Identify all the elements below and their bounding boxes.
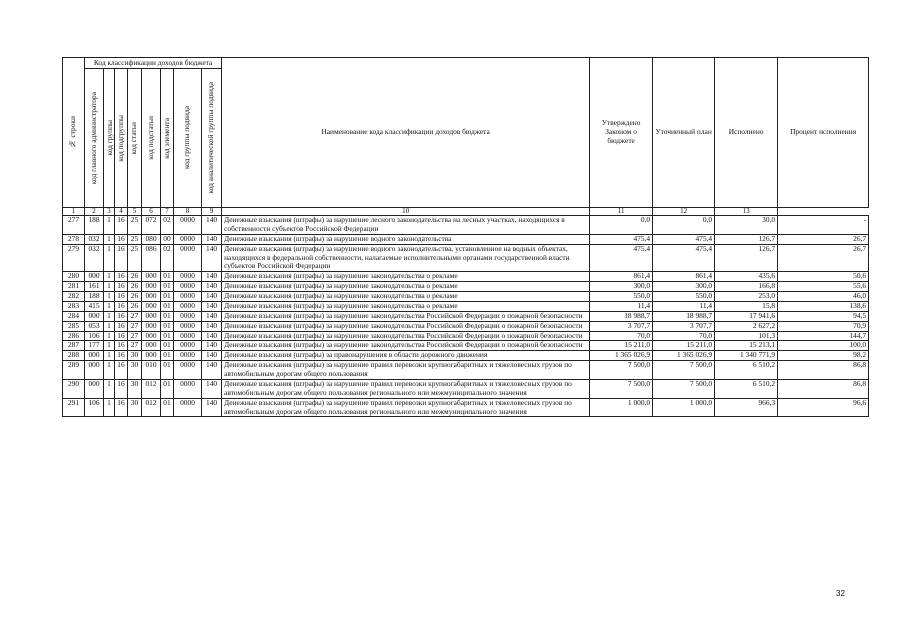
- row-number: 280: [63, 272, 85, 282]
- col-number: 10: [222, 208, 590, 216]
- name-cell: Денежные взыскания (штрафы) за нарушение правил перевозки крупногабаритных и тяжеловесных грузов по автомобильным дорогам общего пользования регионального или межмуниципального значения: [222, 398, 590, 417]
- executed-cell: 101,3: [715, 331, 778, 341]
- approved-cell: 0,0: [590, 216, 653, 235]
- table-row: [63, 292, 869, 302]
- code-group-cell: 1: [104, 272, 115, 282]
- approved-cell: 18 988,7: [590, 311, 653, 321]
- refined-cell: 475,4: [653, 234, 715, 244]
- code-subgroup-cell: 16: [115, 331, 128, 341]
- row-number: 283: [63, 301, 85, 311]
- refined-cell: 7 500,0: [653, 361, 715, 380]
- approved-cell: 475,4: [590, 234, 653, 244]
- col-number: 3: [104, 208, 115, 216]
- percent-cell: 138,6: [778, 301, 869, 311]
- code-analytic-cell: 140: [202, 361, 222, 380]
- code-admin-cell: 000: [85, 311, 104, 321]
- code-element-cell: 01: [161, 341, 174, 351]
- table-row: [63, 272, 869, 282]
- approved-cell: 300,0: [590, 282, 653, 292]
- executed-cell: 2 627,2: [715, 321, 778, 331]
- code-subgroup-cell: 16: [115, 216, 128, 235]
- code-subgroup-cell: 16: [115, 272, 128, 282]
- executed-cell: 126,7: [715, 234, 778, 244]
- approved-cell: 7 500,0: [590, 361, 653, 380]
- code-subtype-cell: 0000: [174, 272, 202, 282]
- col-number: 4: [115, 208, 128, 216]
- col-number: 8: [174, 208, 202, 216]
- executed-cell: 17 941,6: [715, 311, 778, 321]
- col-number: 12: [653, 208, 715, 216]
- column-number-row: [63, 208, 869, 216]
- col-number: 7: [161, 208, 174, 216]
- col-number: 9: [202, 208, 222, 216]
- table-row: [63, 216, 869, 235]
- code-article-cell: 26: [128, 292, 142, 302]
- code-subarticle-cell: 000: [142, 292, 161, 302]
- code-subarticle-cell: 000: [142, 321, 161, 331]
- name-cell: Денежные взыскания (штрафы) за нарушение правил перевозки крупногабаритных и тяжеловесных грузов по автомобильным дорогам общего пользования: [222, 361, 590, 380]
- refined-cell: 550,0: [653, 292, 715, 302]
- refined-cell: 11,4: [653, 301, 715, 311]
- code-admin-cell: 032: [85, 244, 104, 272]
- code-group-cell: 1: [104, 398, 115, 417]
- code-admin-cell: 032: [85, 234, 104, 244]
- code-subarticle-cell: 000: [142, 341, 161, 351]
- header-name: Наименование кода классификации доходов бюджета: [222, 58, 590, 208]
- code-analytic-cell: 140: [202, 292, 222, 302]
- percent-cell: 86,8: [778, 379, 869, 398]
- percent-cell: 70,9: [778, 321, 869, 331]
- name-cell: Денежные взыскания (штрафы) за правонарушения в области дорожного движения: [222, 351, 590, 361]
- executed-cell: 6 510,2: [715, 361, 778, 380]
- refined-cell: 70,0: [653, 331, 715, 341]
- code-admin-cell: 161: [85, 282, 104, 292]
- name-cell: Денежные взыскания (штрафы) за нарушение законодательства о рекламе: [222, 292, 590, 302]
- code-element-cell: 01: [161, 272, 174, 282]
- percent-cell: 50,6: [778, 272, 869, 282]
- code-subtype-cell: 0000: [174, 331, 202, 341]
- percent-cell: 26,7: [778, 244, 869, 272]
- code-element-cell: 01: [161, 311, 174, 321]
- code-admin-cell: 106: [85, 331, 104, 341]
- name-cell: Денежные взыскания (штрафы) за нарушение законодательства о рекламе: [222, 301, 590, 311]
- page-number: 32: [836, 589, 845, 598]
- code-group-cell: 1: [104, 234, 115, 244]
- row-number: 287: [63, 341, 85, 351]
- code-analytic-cell: 140: [202, 341, 222, 351]
- code-element-cell: 01: [161, 301, 174, 311]
- row-number: 284: [63, 311, 85, 321]
- code-element-cell: 01: [161, 398, 174, 417]
- table-row: [63, 311, 869, 321]
- row-number: 290: [63, 379, 85, 398]
- code-subtype-cell: 0000: [174, 379, 202, 398]
- code-analytic-cell: 140: [202, 351, 222, 361]
- code-subtype-cell: 0000: [174, 321, 202, 331]
- code-subgroup-cell: 16: [115, 361, 128, 380]
- code-admin-cell: 000: [85, 272, 104, 282]
- name-cell: Денежные взыскания (штрафы) за нарушение водного законодательства: [222, 234, 590, 244]
- col-number: 2: [85, 208, 104, 216]
- row-number: 281: [63, 282, 85, 292]
- header-code-analytic-group: код аналитической группы подвида: [202, 69, 222, 208]
- code-subarticle-cell: 080: [142, 234, 161, 244]
- executed-cell: 966,3: [715, 398, 778, 417]
- code-subarticle-cell: 012: [142, 398, 161, 417]
- code-element-cell: 01: [161, 331, 174, 341]
- name-cell: Денежные взыскания (штрафы) за нарушение лесного законодательства на лесных участках, находящихся в собственности субъектов Российской Федерации: [222, 216, 590, 235]
- name-cell: Денежные взыскания (штрафы) за нарушение законодательства Российской Федерации о пожарной безопасности: [222, 321, 590, 331]
- code-article-cell: 30: [128, 398, 142, 417]
- code-subarticle-cell: 072: [142, 216, 161, 235]
- code-subgroup-cell: 16: [115, 301, 128, 311]
- code-subgroup-cell: 16: [115, 311, 128, 321]
- code-subarticle-cell: 000: [142, 301, 161, 311]
- code-subgroup-cell: 16: [115, 398, 128, 417]
- approved-cell: 1 000,0: [590, 398, 653, 417]
- table-row: [63, 282, 869, 292]
- header-row-no: № строки: [63, 58, 85, 208]
- code-group-cell: 1: [104, 311, 115, 321]
- executed-cell: 30,0: [715, 216, 778, 235]
- row-number: 277: [63, 216, 85, 235]
- header-percent: Процент исполнения: [778, 58, 869, 208]
- percent-cell: 86,8: [778, 361, 869, 380]
- executed-cell: 15 213,1: [715, 341, 778, 351]
- percent-cell: 98,2: [778, 351, 869, 361]
- refined-cell: 1 000,0: [653, 398, 715, 417]
- code-admin-cell: 415: [85, 301, 104, 311]
- code-subgroup-cell: 16: [115, 282, 128, 292]
- header-code-group: Код классификации доходов бюджета: [85, 58, 222, 69]
- col-number: 1: [63, 208, 85, 216]
- code-admin-cell: 106: [85, 398, 104, 417]
- code-subgroup-cell: 16: [115, 321, 128, 331]
- code-subtype-cell: 0000: [174, 361, 202, 380]
- code-subgroup-cell: 16: [115, 341, 128, 351]
- refined-cell: 0,0: [653, 216, 715, 235]
- code-element-cell: 01: [161, 321, 174, 331]
- table-row: [63, 301, 869, 311]
- code-subarticle-cell: 000: [142, 282, 161, 292]
- col-number: 11: [590, 208, 653, 216]
- approved-cell: 475,4: [590, 244, 653, 272]
- code-subtype-cell: 0000: [174, 216, 202, 235]
- code-group-cell: 1: [104, 282, 115, 292]
- percent-cell: 26,7: [778, 234, 869, 244]
- code-subtype-cell: 0000: [174, 341, 202, 351]
- row-number: 285: [63, 321, 85, 331]
- table-row: [63, 331, 869, 341]
- table-row: [63, 379, 869, 398]
- code-subtype-cell: 0000: [174, 282, 202, 292]
- code-subtype-cell: 0000: [174, 301, 202, 311]
- code-article-cell: 26: [128, 282, 142, 292]
- code-admin-cell: 053: [85, 321, 104, 331]
- header-code-article: код статьи: [128, 69, 142, 208]
- code-admin-cell: 188: [85, 216, 104, 235]
- code-article-cell: 25: [128, 234, 142, 244]
- table-row: [63, 361, 869, 380]
- col-number: 6: [142, 208, 161, 216]
- executed-cell: 15,8: [715, 301, 778, 311]
- code-admin-cell: 000: [85, 379, 104, 398]
- name-cell: Денежные взыскания (штрафы) за нарушение законодательства Российской Федерации о пожарной безопасности: [222, 311, 590, 321]
- table-row: [63, 321, 869, 331]
- row-number: 291: [63, 398, 85, 417]
- code-subarticle-cell: 000: [142, 331, 161, 341]
- code-subtype-cell: 0000: [174, 234, 202, 244]
- row-number: 288: [63, 351, 85, 361]
- percent-cell: -: [778, 216, 869, 235]
- code-subgroup-cell: 16: [115, 292, 128, 302]
- header-code-subarticle: код подстатьи: [142, 69, 161, 208]
- code-group-cell: 1: [104, 361, 115, 380]
- code-article-cell: 27: [128, 321, 142, 331]
- executed-cell: 253,0: [715, 292, 778, 302]
- header-code-subtype-group: код группы подвида: [174, 69, 202, 208]
- code-subtype-cell: 0000: [174, 351, 202, 361]
- percent-cell: 96,6: [778, 398, 869, 417]
- header-code-element: код элемента: [161, 69, 174, 208]
- code-subgroup-cell: 16: [115, 234, 128, 244]
- code-article-cell: 27: [128, 331, 142, 341]
- refined-cell: 7 500,0: [653, 379, 715, 398]
- approved-cell: 3 707,7: [590, 321, 653, 331]
- code-subarticle-cell: 000: [142, 272, 161, 282]
- code-group-cell: 1: [104, 292, 115, 302]
- row-number: 279: [63, 244, 85, 272]
- name-cell: Денежные взыскания (штрафы) за нарушение законодательства Российской Федерации о пожарной безопасности: [222, 341, 590, 351]
- table-row: [63, 244, 869, 272]
- approved-cell: 70,0: [590, 331, 653, 341]
- name-cell: Денежные взыскания (штрафы) за нарушение законодательства о рекламе: [222, 272, 590, 282]
- row-number: 289: [63, 361, 85, 380]
- code-article-cell: 25: [128, 244, 142, 272]
- refined-cell: 1 365 026,9: [653, 351, 715, 361]
- table-row: [63, 234, 869, 244]
- name-cell: Денежные взыскания (штрафы) за нарушение правил перевозки крупногабаритных и тяжеловесных грузов по автомобильным дорогам общего пользования регионального или межмуниципального значения: [222, 379, 590, 398]
- row-number: 282: [63, 292, 85, 302]
- approved-cell: 7 500,0: [590, 379, 653, 398]
- code-subarticle-cell: 010: [142, 361, 161, 380]
- code-group-cell: 1: [104, 216, 115, 235]
- code-group-cell: 1: [104, 341, 115, 351]
- code-article-cell: 30: [128, 361, 142, 380]
- header-code-admin: код главного администратора: [85, 69, 104, 208]
- code-admin-cell: 188: [85, 292, 104, 302]
- code-subtype-cell: 0000: [174, 311, 202, 321]
- code-subtype-cell: 0000: [174, 244, 202, 272]
- name-cell: Денежные взыскания (штрафы) за нарушение законодательства о рекламе: [222, 282, 590, 292]
- refined-cell: 300,0: [653, 282, 715, 292]
- code-subarticle-cell: 086: [142, 244, 161, 272]
- code-subarticle-cell: 000: [142, 311, 161, 321]
- code-group-cell: 1: [104, 321, 115, 331]
- col-number: 13: [715, 208, 778, 216]
- code-analytic-cell: 140: [202, 331, 222, 341]
- code-article-cell: 30: [128, 351, 142, 361]
- code-element-cell: 01: [161, 361, 174, 380]
- header-refined: Уточненный план: [653, 58, 715, 208]
- name-cell: Денежные взыскания (штрафы) за нарушение законодательства Российской Федерации о пожарной безопасности: [222, 331, 590, 341]
- refined-cell: 3 707,7: [653, 321, 715, 331]
- approved-cell: 861,4: [590, 272, 653, 282]
- code-analytic-cell: 140: [202, 272, 222, 282]
- percent-cell: 100,0: [778, 341, 869, 351]
- code-group-cell: 1: [104, 301, 115, 311]
- code-article-cell: 25: [128, 216, 142, 235]
- row-number: 286: [63, 331, 85, 341]
- table-row: [63, 351, 869, 361]
- code-article-cell: 30: [128, 379, 142, 398]
- refined-cell: 18 988,7: [653, 311, 715, 321]
- code-analytic-cell: 140: [202, 301, 222, 311]
- code-admin-cell: 177: [85, 341, 104, 351]
- refined-cell: 475,4: [653, 244, 715, 272]
- header-code-group-col: код группы: [104, 69, 115, 208]
- refined-cell: 15 211,0: [653, 341, 715, 351]
- code-admin-cell: 000: [85, 351, 104, 361]
- code-group-cell: 1: [104, 244, 115, 272]
- code-element-cell: 02: [161, 216, 174, 235]
- code-analytic-cell: 140: [202, 216, 222, 235]
- code-subgroup-cell: 16: [115, 244, 128, 272]
- code-analytic-cell: 140: [202, 321, 222, 331]
- refined-cell: 861,4: [653, 272, 715, 282]
- header-approved: Утверждено Законом о бюджете: [590, 58, 653, 208]
- name-cell: Денежные взыскания (штрафы) за нарушение водного законодательства, установленное на водных объектах, находящихся в федеральной собственности, налагаемые исполнительными органами государственной власти субъектов Российской Федерации: [222, 244, 590, 272]
- code-subarticle-cell: 000: [142, 351, 161, 361]
- budget-table-page: [62, 57, 868, 417]
- executed-cell: 1 340 771,9: [715, 351, 778, 361]
- code-subtype-cell: 0000: [174, 398, 202, 417]
- header-executed: Исполнено: [715, 58, 778, 208]
- code-element-cell: 01: [161, 282, 174, 292]
- table-row: [63, 398, 869, 417]
- row-number: 278: [63, 234, 85, 244]
- percent-cell: 144,7: [778, 331, 869, 341]
- table-body: [63, 216, 869, 417]
- executed-cell: 6 510,2: [715, 379, 778, 398]
- code-analytic-cell: 140: [202, 311, 222, 321]
- code-analytic-cell: 140: [202, 379, 222, 398]
- code-analytic-cell: 140: [202, 398, 222, 417]
- code-subarticle-cell: 012: [142, 379, 161, 398]
- code-group-cell: 1: [104, 351, 115, 361]
- percent-cell: 94,5: [778, 311, 869, 321]
- executed-cell: 166,8: [715, 282, 778, 292]
- approved-cell: 550,0: [590, 292, 653, 302]
- approved-cell: 11,4: [590, 301, 653, 311]
- percent-cell: 55,6: [778, 282, 869, 292]
- table-row: [63, 341, 869, 351]
- code-article-cell: 27: [128, 341, 142, 351]
- code-element-cell: 01: [161, 292, 174, 302]
- code-article-cell: 26: [128, 301, 142, 311]
- code-subgroup-cell: 16: [115, 351, 128, 361]
- revenue-table: [62, 57, 869, 417]
- code-subgroup-cell: 16: [115, 379, 128, 398]
- code-admin-cell: 000: [85, 361, 104, 380]
- code-group-cell: 1: [104, 379, 115, 398]
- header-code-subgroup: код подгруппы: [115, 69, 128, 208]
- code-element-cell: 02: [161, 244, 174, 272]
- col-number: 5: [128, 208, 142, 216]
- approved-cell: 15 211,0: [590, 341, 653, 351]
- code-element-cell: 01: [161, 379, 174, 398]
- executed-cell: 435,6: [715, 272, 778, 282]
- code-analytic-cell: 140: [202, 282, 222, 292]
- approved-cell: 1 365 026,9: [590, 351, 653, 361]
- code-element-cell: 01: [161, 351, 174, 361]
- executed-cell: 126,7: [715, 244, 778, 272]
- code-subtype-cell: 0000: [174, 292, 202, 302]
- code-article-cell: 27: [128, 311, 142, 321]
- code-element-cell: 00: [161, 234, 174, 244]
- code-group-cell: 1: [104, 331, 115, 341]
- percent-cell: 46,0: [778, 292, 869, 302]
- code-analytic-cell: 140: [202, 234, 222, 244]
- code-analytic-cell: 140: [202, 244, 222, 272]
- code-article-cell: 26: [128, 272, 142, 282]
